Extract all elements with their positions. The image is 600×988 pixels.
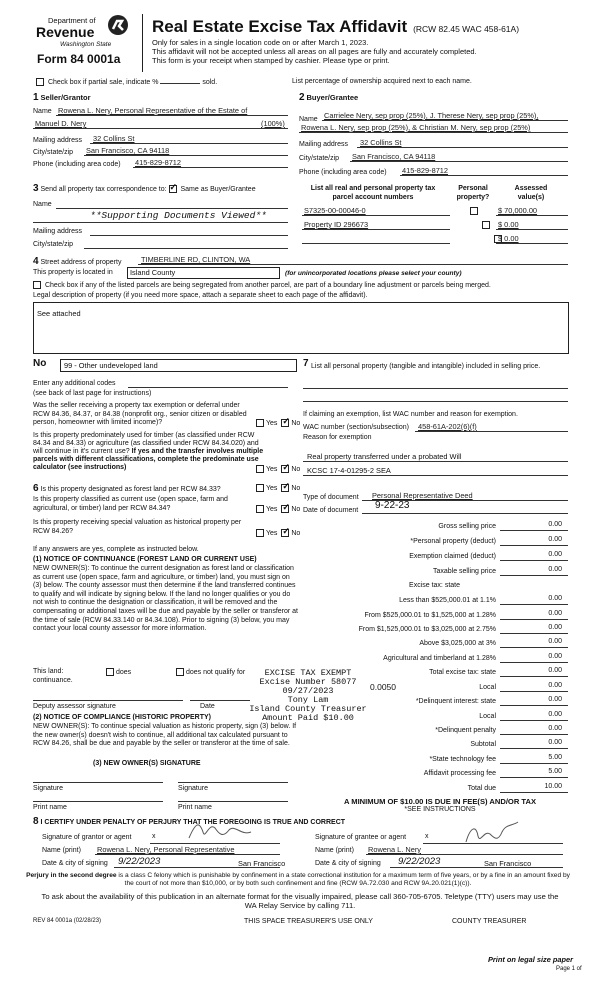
buyer-name-label: Name	[299, 116, 318, 123]
tax-label: Local	[479, 713, 496, 720]
stamp-line: Excise Number 58077	[259, 677, 357, 687]
stamp-line: Tony Lam	[287, 695, 329, 705]
doc-date[interactable]: 9-22-23	[375, 500, 410, 511]
logo-state: Washington State	[60, 41, 112, 48]
section6-number: 6	[33, 483, 39, 494]
stamp-line: EXCISE TAX EXEMPT	[264, 668, 352, 678]
tax-label: *Personal property (deduct)	[410, 538, 496, 545]
doc-date-label: Date of document	[303, 507, 359, 514]
continuance-label: continuance.	[33, 677, 73, 684]
s5-q1: Was the seller receiving a property tax exemption or deferral under RCW 84.36, 84.37, or 84.38 (nonprofit org., senior citizen or disabled person, homeowner with limited income)?	[33, 402, 247, 426]
header-line3: This form is your receipt when stamped by cashier. Please type or print.	[152, 56, 390, 65]
tax-line	[500, 545, 568, 546]
deputy-date-label: Date	[200, 703, 215, 710]
perjury-text: is a class C felony which is punishable by confinement in a state correctional institution for a maximum term of five years, or by a fine in an amount fixed by the court of not more than $10,000, or by both such confinement and fine (RCW 9A.72.030 and RCW 9A.20.021(1)(c)).	[116, 872, 570, 887]
s5-q1-no-checkbox[interactable]	[281, 419, 289, 427]
tax-label: Exemption claimed (deduct)	[409, 553, 496, 560]
seller-city-label: City/state/zip	[33, 149, 74, 156]
section3-mail-label: Mailing address	[33, 228, 83, 235]
buyer-name-line2[interactable]: Rowena L. Nery, sep prop (25%), & Christian M. Nery, sep prop (25%)	[301, 123, 531, 132]
tax-value[interactable]: 0.00	[548, 595, 562, 602]
doc-type-label: Type of document	[303, 494, 359, 501]
new-owner-print1-label: Print name	[33, 804, 67, 811]
tax-line	[500, 777, 568, 778]
tax-line	[500, 705, 568, 706]
deputy-date-line[interactable]	[190, 700, 250, 701]
yes-label: Yes	[266, 505, 278, 513]
notice3-title: (3) NEW OWNER(S) SIGNATURE	[93, 760, 201, 767]
grantor-name[interactable]: Rowena L. Nery, Personal Representative	[97, 845, 235, 854]
section4-street-row	[33, 256, 121, 267]
exempt-label: If claiming an exemption, list WAC number and reason for exemption.	[303, 411, 518, 418]
no-label: No	[291, 529, 301, 537]
county-note: (for unincorporated locations please select your county)	[285, 270, 462, 277]
tax-line	[500, 560, 568, 561]
perjury-bold: Perjury in the second degree	[26, 872, 117, 879]
does-label: does	[116, 668, 132, 676]
doc-type[interactable]: Personal Representative Deed	[372, 491, 473, 500]
section3-mail-underline	[90, 235, 288, 236]
new-owner-print2-line[interactable]	[178, 801, 288, 802]
ownership-note: List percentage of ownership acquired next to each name.	[292, 78, 472, 85]
s6-q1-row	[33, 483, 221, 494]
doc-date-underline	[362, 513, 568, 514]
treasurer-use-label: THIS SPACE TREASURER'S USE ONLY	[244, 918, 373, 925]
tax-label: Agricultural and timberland at 1.28%	[383, 655, 496, 662]
revenue-logo-icon	[107, 14, 129, 36]
tax-value[interactable]: 0.00	[548, 725, 562, 732]
tax-label: Total excise tax: state	[429, 669, 496, 676]
tax-label: Local	[479, 684, 496, 691]
legal-label: Legal description of property (if you need more space, attach a separate sheet to each page of the affidavit).	[33, 292, 368, 299]
legal-description-box[interactable]	[33, 302, 569, 354]
grantor-sig-x: x	[152, 833, 156, 840]
buyer-city-underline	[350, 161, 568, 162]
s5-q2-text: Is this property predominately used for timber (as classified under RCW 84.34 and 84.33) or agriculture (as classified under RCW 84.34.020) and will continue in it's current use?	[33, 432, 259, 455]
tax-line	[500, 662, 568, 663]
header-line1: Only for sales in a single location code on or after March 1, 2023.	[152, 38, 369, 47]
seller-title: Seller/Grantor	[40, 93, 91, 102]
buyer-mail-underline	[357, 147, 568, 148]
tax-line	[500, 619, 568, 620]
seller-percent: (100%)	[261, 119, 285, 128]
tax-label: *Delinquent interest: state	[415, 698, 496, 705]
tax-value[interactable]: 0.00	[548, 638, 562, 645]
segregate-checkbox[interactable]	[33, 281, 41, 289]
tax-value[interactable]: 0.00	[548, 653, 562, 660]
this-land-label: This land:	[33, 668, 64, 675]
tax-value[interactable]: 0.00	[548, 624, 562, 631]
reason-value2[interactable]: KCSC 17-4-01295-2 SEA	[307, 466, 391, 475]
form-citation: (RCW 82.45 WAC 458-61A)	[413, 24, 520, 34]
tax-value[interactable]: 0.00	[548, 667, 562, 674]
seller-mail-underline	[90, 143, 288, 144]
alt-format-note: To ask about the availability of this publication in an alternate format for the visually impaired, please call 360-705-6705. Teletype (TTY) users may use the WA Relay Service by calling 711.	[41, 892, 559, 910]
tax-value[interactable]: 0.00	[548, 739, 562, 746]
codes-note: (see back of last page for instructions)	[33, 390, 152, 397]
grantee-date[interactable]: 9/22/2023	[398, 856, 441, 867]
tax-label: Less than $525,000.01 at 1.1%	[399, 597, 496, 604]
tax-value[interactable]: 0.00	[548, 711, 562, 718]
grantee-city[interactable]: San Francisco	[484, 859, 532, 868]
grantee-sig-x: x	[425, 833, 429, 840]
notice1-title: (1) NOTICE OF CONTINUANCE (FOREST LAND OR CURRENT USE)	[33, 556, 257, 563]
reason-value[interactable]: Real property transferred under a probated Will	[307, 452, 462, 461]
wac-underline	[415, 431, 568, 432]
buyer-city-label: City/state/zip	[299, 155, 340, 162]
tax-label: Taxable selling price	[432, 568, 496, 575]
stamp-line: 09/27/2023	[282, 686, 334, 696]
segregate-label: Check box if any of the listed parcels are being segregated from another parcel, are part of a boundary line adjustment or parcels being merged.	[44, 281, 491, 289]
tax-line	[500, 633, 568, 634]
yes-label: Yes	[266, 529, 278, 537]
form-title: Real Estate Excise Tax Affidavit	[152, 17, 408, 36]
partial-sale-label: Check box if partial sale, indicate %	[47, 78, 159, 86]
new-owner-sig1-label: Signature	[33, 785, 63, 792]
buyer-name-line1[interactable]: Carrielee Nery, sep prop (25%), J. Therese Nery, sep prop (25%),	[324, 111, 539, 120]
grantee-sig-label: Signature of grantee or agent	[315, 834, 407, 841]
county-treasurer-label: COUNTY TREASURER	[452, 918, 527, 925]
value-row-3-line	[496, 243, 568, 244]
seller-mail[interactable]: 32 Collins St	[93, 134, 135, 143]
legal-description: See attached	[37, 309, 81, 318]
excise-exempt-stamp	[248, 669, 368, 723]
tax-label: From $1,525,000.01 to $3,025,000 at 2.75%	[358, 626, 496, 633]
reason-label: Reason for exemption	[303, 434, 372, 441]
buyer-heading	[299, 92, 358, 103]
grantor-sig-label: Signature of grantor or agent	[42, 834, 132, 841]
grantor-city[interactable]: San Francisco	[238, 859, 286, 868]
section3-name-underline	[56, 208, 288, 209]
header-divider	[142, 14, 143, 72]
wac-value[interactable]: 458-61A-202(6)(f)	[418, 422, 477, 431]
minimum-note: A MINIMUM OF $10.00 IS DUE IN FEE(S) AND/OR TAX	[343, 797, 537, 806]
grantor-date[interactable]: 9/22/2023	[118, 856, 161, 867]
seller-name-label: Name	[33, 108, 52, 115]
personal-property-line2[interactable]	[303, 401, 568, 402]
does-row	[106, 668, 131, 676]
partial-sale-checkbox[interactable]	[36, 78, 44, 86]
s6-q2-answers	[256, 505, 300, 513]
buyer-name-underline	[322, 120, 568, 121]
grantor-signature	[185, 818, 255, 846]
section5-number: No	[33, 358, 47, 369]
logo-agency: Revenue	[36, 24, 95, 40]
new-owner-print2-label: Print name	[178, 804, 212, 811]
s5-q2-bold: If yes and the transfer involves multiple parcels with different classifications, complete the predominate use calculator (see instructions)	[33, 448, 264, 471]
buyer-title: Buyer/Grantee	[306, 93, 359, 102]
parcel-row-3-line	[302, 243, 450, 244]
tax-line	[500, 604, 568, 605]
partial-sale-percent-field[interactable]	[160, 83, 200, 84]
section3-label: Send all property tax correspondence to:	[40, 186, 167, 193]
section3-city-label: City/state/zip	[33, 241, 74, 248]
tax-value[interactable]: 0.00	[548, 536, 562, 543]
personal-checkbox-2[interactable]	[482, 221, 490, 229]
s6-q3-yes-checkbox[interactable]	[256, 529, 264, 537]
seller-phone[interactable]: 415-829-8712	[135, 158, 182, 167]
value-col-header: Assessed value(s)	[514, 185, 548, 201]
wac-label: WAC number (section/subsection)	[303, 424, 409, 431]
seller-name2-underline	[33, 128, 288, 129]
county-value: Island County	[130, 268, 176, 277]
tax-value[interactable]: 5.00	[548, 768, 562, 775]
seller-number: 1	[33, 92, 39, 103]
form-title-row	[152, 17, 519, 37]
buyer-name2-underline	[299, 132, 568, 133]
tax-label: Total due	[467, 785, 496, 792]
deputy-sig-label: Deputy assessor signature	[33, 703, 116, 710]
s6-q2: Is this property classified as current use (open space, farm and agricultural, or timber) land per RCW 84.34?	[33, 496, 228, 512]
grantor-date-label: Date & city of signing	[42, 860, 108, 867]
s6-q3: Is this property receiving special valuation as historical property per RCW 84.26?	[33, 519, 242, 535]
legal-paper-note: Print on legal size paper	[488, 955, 574, 964]
section3-city-underline	[84, 248, 288, 249]
value-row-3[interactable]: $ 0.00	[498, 234, 519, 243]
grantee-name[interactable]: Rowena L. Nery	[368, 845, 421, 854]
tax-value[interactable]: 5.00	[548, 754, 562, 761]
does-not-label: does not qualify for	[186, 668, 246, 676]
tax-value[interactable]: 0.00	[548, 566, 562, 573]
local-rate: 0.0050	[370, 682, 396, 692]
new-owner-print1-line[interactable]	[33, 801, 163, 802]
tax-label: Gross selling price	[438, 523, 496, 530]
value-row-2-line	[496, 229, 568, 230]
does-not-row	[176, 668, 245, 676]
land-use-value: 99 - Other undeveloped land	[64, 361, 158, 370]
parcel-row-2-line	[302, 229, 450, 230]
personal-col-header: Personal property?	[456, 185, 490, 201]
buyer-phone-underline	[400, 175, 568, 176]
grantee-date-line	[390, 867, 563, 868]
s5-q2-no-checkbox[interactable]	[281, 465, 289, 473]
s6-note: If any answers are yes, complete as instructed below.	[33, 546, 199, 553]
section3-name2-underline	[33, 222, 288, 223]
perjury-note	[23, 872, 573, 888]
page-number: Page 1 of	[556, 966, 582, 972]
tax-line	[500, 691, 568, 692]
s6-q3-no-checkbox[interactable]	[281, 529, 289, 537]
buyer-mail-label: Mailing address	[299, 141, 349, 148]
street-underline	[138, 264, 568, 265]
does-not-checkbox[interactable]	[176, 668, 184, 676]
no-label: No	[291, 505, 301, 513]
seller-city-underline	[84, 155, 288, 156]
s5-q2-yes-checkbox[interactable]	[256, 465, 264, 473]
grantee-signature	[462, 820, 522, 848]
tax-value[interactable]: 0.00	[548, 682, 562, 689]
s6-q2-yes-checkbox[interactable]	[256, 505, 264, 513]
section3-name-label: Name	[33, 201, 52, 208]
no-label: No	[291, 465, 301, 473]
tax-value[interactable]: 10.00	[544, 783, 562, 790]
tax-value[interactable]: 0.00	[548, 610, 562, 617]
rev-number: REV 84 0001a (02/28/23)	[33, 918, 102, 924]
buyer-phone[interactable]: 415-829-8712	[402, 166, 449, 175]
street-label: Street address of property	[40, 259, 122, 266]
value-row-1[interactable]: $ 70,000.00	[498, 206, 538, 215]
grantor-name-label: Name (print)	[42, 847, 81, 854]
tax-line	[500, 575, 568, 576]
parcel-col-header: List all real and personal property tax parcel account numbers	[310, 185, 436, 201]
s6-q1-yes-checkbox[interactable]	[256, 484, 264, 492]
buyer-number: 2	[299, 92, 305, 103]
supporting-docs-stamp: **Supporting Documents Viewed**	[90, 210, 267, 221]
new-owner-sig1-line[interactable]	[33, 782, 163, 783]
s6-q2-no-checkbox[interactable]	[281, 505, 289, 513]
codes-label: Enter any additional codes	[33, 380, 116, 387]
grantee-date-label: Date & city of signing	[315, 860, 381, 867]
new-owner-sig2-label: Signature	[178, 785, 208, 792]
tax-label: Subtotal	[470, 741, 496, 748]
tax-line	[500, 676, 568, 677]
notice2-body: NEW OWNER(S): To continue special valuation as historic property, sign (3) below. If the new owner(s) doesn't wish to continue, all additional tax calculated pursuant to RCW 84.26, shall be due and payable by the seller or transferor at the time of sale.	[33, 723, 297, 748]
reason-underline	[303, 461, 568, 462]
does-checkbox[interactable]	[106, 668, 114, 676]
tax-value[interactable]: 0.00	[548, 521, 562, 528]
segregate-row	[33, 281, 491, 289]
certify-text: I CERTIFY UNDER PENALTY OF PERJURY THAT THE FOREGOING IS TRUE AND CORRECT	[40, 819, 346, 826]
same-as-buyer-checkbox[interactable]	[169, 185, 177, 193]
parcel-row-1[interactable]: S7325-00-00046-0	[304, 206, 366, 215]
same-as-buyer-label: Same as Buyer/Grantee	[180, 186, 256, 193]
parcel-row-1-line	[302, 215, 450, 216]
grantor-name-line	[95, 854, 280, 855]
form-number: Form 84 0001a	[37, 52, 121, 66]
s6-q3-answers	[256, 529, 300, 537]
yes-label: Yes	[266, 484, 278, 492]
tax-label: *State technology fee	[429, 756, 496, 763]
seller-heading	[33, 92, 91, 103]
s5-q2	[33, 432, 269, 472]
tax-line	[500, 720, 568, 721]
tax-label: Affidavit processing fee	[423, 770, 496, 777]
new-owner-sig2-line[interactable]	[178, 782, 288, 783]
this-land-row	[33, 668, 63, 675]
tax-value[interactable]: 0.00	[548, 696, 562, 703]
parcel-row-2[interactable]: Property ID 296673	[304, 220, 369, 229]
seller-name-line2[interactable]: Manuel D. Nery	[35, 119, 87, 128]
section7-label: List all personal property (tangible and intangible) included in selling price.	[311, 363, 541, 370]
value-row-2[interactable]: $ 0.00	[498, 220, 519, 229]
grantor-date-line	[114, 867, 280, 868]
no-label: No	[291, 484, 301, 492]
stamp-line: Island County Treasurer	[249, 704, 367, 714]
reason-underline2	[303, 475, 568, 476]
tax-label: *Delinquent penalty	[435, 727, 496, 734]
seller-city[interactable]: San Francisco, CA 94118	[86, 146, 170, 155]
buyer-phone-label: Phone (including area code)	[299, 169, 387, 176]
tax-label: Above $3,025,000 at 3%	[419, 640, 496, 647]
see-instructions: *SEE INSTRUCTIONS	[404, 806, 476, 813]
seller-name-line1[interactable]: Rowena L. Nery, Personal Representative of the Estate of	[58, 106, 248, 115]
buyer-city[interactable]: San Francisco, CA 94118	[352, 152, 436, 161]
deputy-sig-line[interactable]	[33, 700, 183, 701]
s5-q1-yes-checkbox[interactable]	[256, 419, 264, 427]
tax-line	[500, 792, 568, 793]
logo-dept: Department of	[48, 16, 96, 25]
tax-line	[500, 530, 568, 531]
tax-line	[500, 763, 568, 764]
value-row-1-line	[496, 215, 568, 216]
s6-q1-no-checkbox[interactable]	[281, 484, 289, 492]
s5-q1-answers	[256, 419, 300, 427]
notice1-body: NEW OWNER(S): To continue the current designation as forest land or classification as current use (open space, farm and agriculture, or timber) land, you must sign on (3) below. The county assessor must then determine if the land transferred continues to qualify and will indicate by signing below. If the land no longer qualifies or you do not wish to continue the designation or classification, it will be removed and the compensating or additional taxes will be due and payable by the seller or transferor at the time of sale (RCW 84.33.140 or 84.34.108). Prior to signing (3) below, you may contact your local county assessor for more information.	[33, 565, 298, 633]
personal-property-line1[interactable]	[303, 388, 568, 389]
s6-q1: Is this property designated as forest land per RCW 84.33?	[40, 486, 221, 493]
no-label: No	[291, 419, 301, 427]
grantee-name-label: Name (print)	[315, 847, 354, 854]
buyer-mail[interactable]: 32 Collins St	[360, 138, 402, 147]
tax-label: From $525,000.01 to $1,525,000 at 1.28%	[364, 612, 496, 619]
section3-row	[33, 183, 256, 194]
seller-phone-underline	[133, 167, 288, 168]
tax-label: Excise tax: state	[409, 582, 460, 589]
yes-label: Yes	[266, 419, 278, 427]
section7-number: 7	[303, 358, 309, 369]
section4-number: 4	[33, 256, 39, 267]
s5-q2-answers	[256, 465, 300, 473]
yes-label: Yes	[266, 465, 278, 473]
seller-name-underline	[56, 115, 288, 116]
tax-line	[500, 748, 568, 749]
county-select[interactable]	[127, 267, 280, 279]
located-label: This property is located in	[33, 269, 113, 276]
section8-number: 8	[33, 816, 39, 827]
seller-mail-label: Mailing address	[33, 137, 83, 144]
header-line2: This affidavit will not be accepted unless all areas on all pages are fully and accurately completed.	[152, 47, 477, 56]
notice2-title: (2) NOTICE OF COMPLIANCE (HISTORIC PROPERTY)	[33, 714, 211, 721]
partial-sale-row	[36, 78, 217, 86]
stamp-line: Amount Paid $10.00	[262, 713, 354, 723]
tax-value[interactable]: 0.00	[548, 551, 562, 558]
tax-line	[500, 734, 568, 735]
street-value[interactable]: TIMBERLINE RD, CLINTON, WA	[141, 255, 251, 264]
land-use-select[interactable]	[60, 359, 297, 372]
personal-checkbox-1[interactable]	[470, 207, 478, 215]
grantee-name-line	[366, 854, 563, 855]
section3-number: 3	[33, 183, 39, 194]
seller-phone-label: Phone (including area code)	[33, 161, 121, 168]
partial-sale-sold-label: sold.	[202, 78, 218, 86]
tax-line	[500, 647, 568, 648]
codes-underline[interactable]	[128, 387, 288, 388]
s6-q1-answers	[256, 484, 300, 492]
